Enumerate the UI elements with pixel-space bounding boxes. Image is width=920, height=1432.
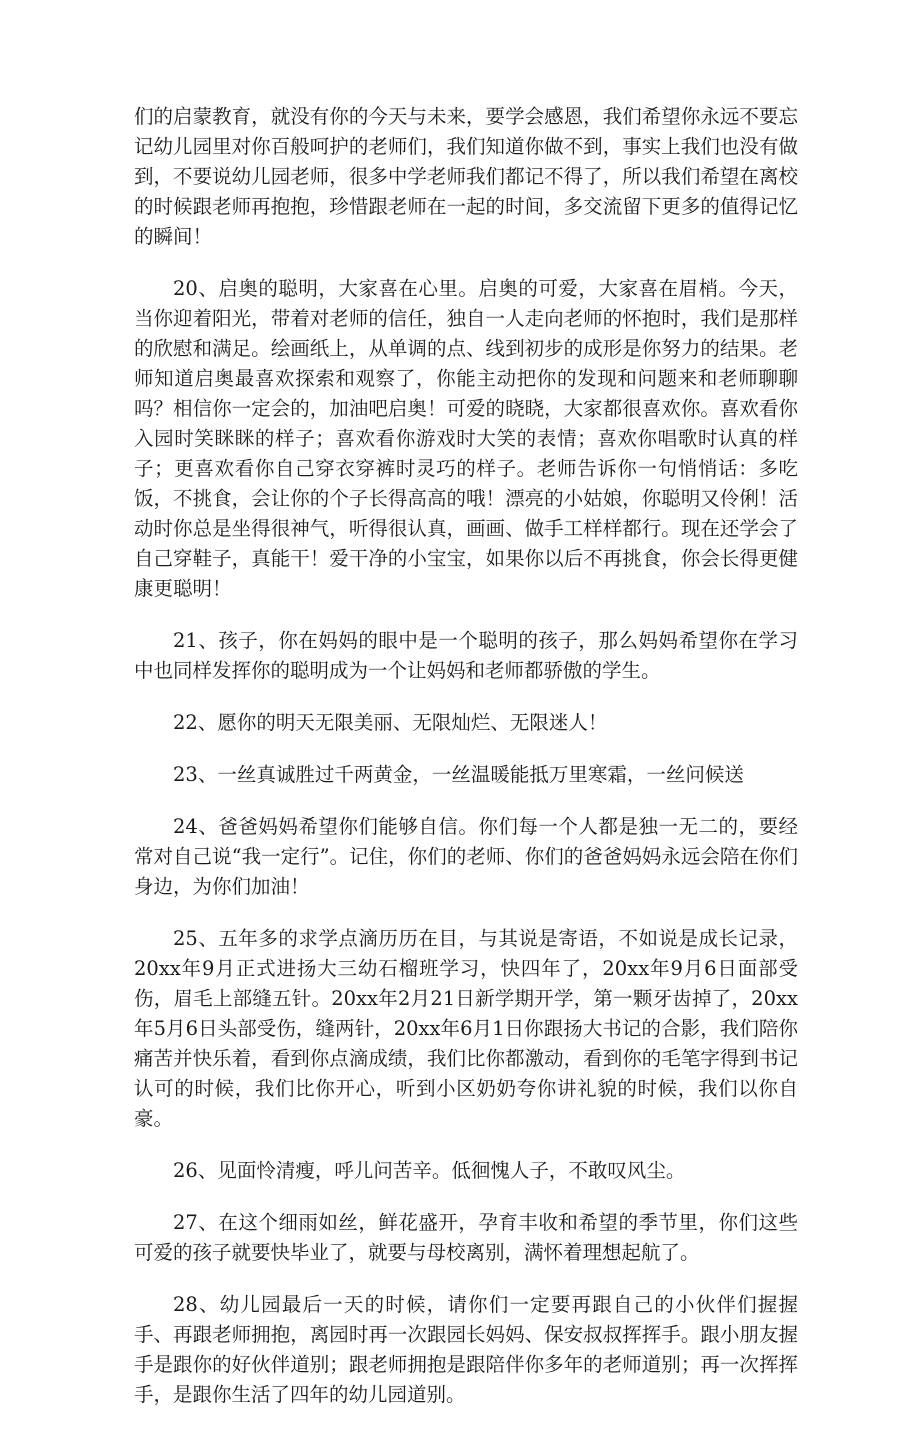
paragraph-25: 25、五年多的求学点滴历历在目，与其说是寄语，不如说是成长记录，20xx年9月正式进扬大三幼石榴班学习，快四年了，20xx年9月6日面部受伤，眉毛上部缝五针。20xx年2月21日新学期开学，第一颗牙齿掉了，20xx年5月6日头部受伤，缝两针，20xx年6月1日你跟扬大书记的合影，我们陪你痛苦并快乐着，看到你点滴成绩，我们比你都激动，看到你的毛笔字得到书记认可的时候，我们比你开心，听到小区奶奶夸你讲礼貌的时候，我们以你自豪。 bbox=[134, 927, 798, 1130]
paragraph-continuation: 们的启蒙教育，就没有你的今天与未来，要学会感恩，我们希望你永远不要忘记幼儿园里对你百般呵护的老师们，我们知道你做不到，事实上我们也没有做到，不要说幼儿园老师，很多中学老师我们都记不得了，所以我们希望在离校的时候跟老师再抱抱，珍惜跟老师在一起的时间，多交流留下更多的值得记忆的瞬间！ bbox=[134, 105, 798, 248]
document-page bbox=[134, 102, 798, 1432]
paragraph-27: 27、在这个细雨如丝，鲜花盛开，孕育丰收和希望的季节里，你们这些可爱的孩子就要快毕业了，就要与母校离别，满怀着理想起航了。 bbox=[134, 1211, 798, 1264]
paragraph-22: 22、愿你的明天无限美丽、无限灿烂、无限迷人！ bbox=[173, 711, 608, 734]
paragraph-20: 20、启奥的聪明，大家喜在心里。启奥的可爱，大家喜在眉梢。今天，当你迎着阳光，带着对老师的信任，独自一人走向老师的怀抱时，我们是那样的欣慰和满足。绘画纸上，从单调的点、线到初步的成形是你努力的结果。老师知道启奥最喜欢探索和观察了，你能主动把你的发现和问题来和老师聊聊吗？相信你一定会的，加油吧启奥！可爱的晓晓，大家都很喜欢你。喜欢看你入园时笑眯眯的样子；喜欢看你游戏时大笑的表情；喜欢你唱歌时认真的样子；更喜欢看你自己穿衣穿裤时灵巧的样子。老师告诉你一句悄悄话：多吃饭，不挑食，会让你的个子长得高高的哦！漂亮的小姑娘，你聪明又伶俐！活动时你总是坐得很神气，听得很认真，画画、做手工样样都行。现在还学会了自己穿鞋子，真能干！爱干净的小宝宝，如果你以后不再挑食，你会长得更健康更聪明！ bbox=[134, 277, 798, 600]
paragraph-23: 23、一丝真诚胜过千两黄金，一丝温暖能抵万里寒霜，一丝问候送 bbox=[173, 763, 744, 786]
paragraph-24: 24、爸爸妈妈希望你们能够自信。你们每一个人都是独一无二的，要经常对自己说“我一定行”。记住，你们的老师、你们的爸爸妈妈永远会陪在你们身边，为你们加油！ bbox=[134, 815, 798, 898]
paragraph-28: 28、幼儿园最后一天的时候，请你们一定要再跟自己的小伙伴们握握手、再跟老师拥抱，离园时再一次跟园长妈妈、保安叔叔挥挥手。跟小朋友握手是跟你的好伙伴道别；跟老师拥抱是跟陪伴你多年的老师道别；再一次挥挥手，是跟你生活了四年的幼儿园道别。 bbox=[134, 1293, 798, 1406]
paragraph-26: 26、见面怜清瘦，呼儿问苦辛。低徊愧人子，不敢叹风尘。 bbox=[173, 1159, 686, 1182]
paragraph-21: 21、孩子，你在妈妈的眼中是一个聪明的孩子，那么妈妈希望你在学习中也同样发挥你的聪明成为一个让妈妈和老师都骄傲的学生。 bbox=[134, 629, 798, 682]
